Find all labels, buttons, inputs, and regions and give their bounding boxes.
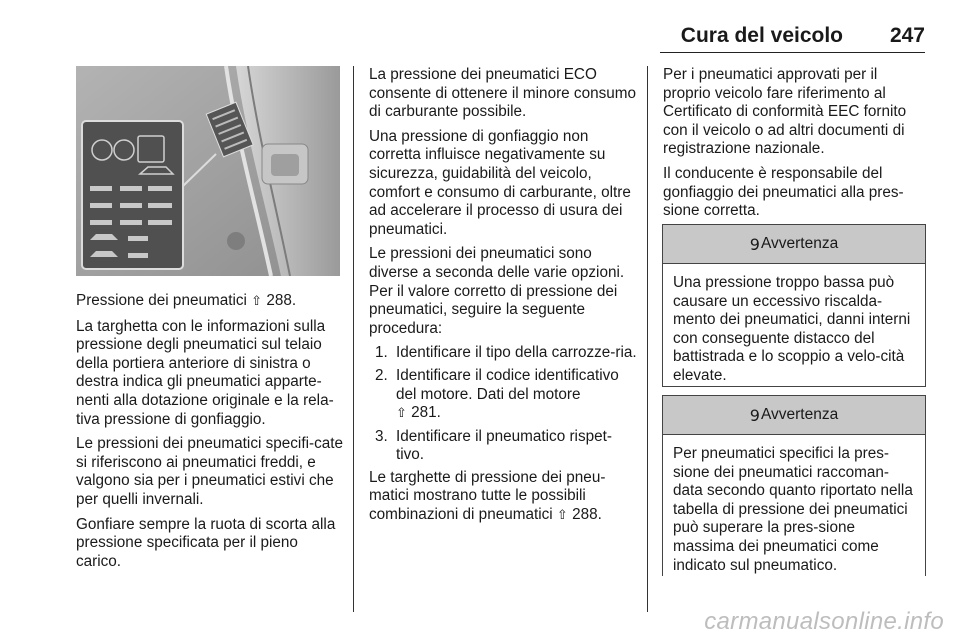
- warning-header: [663, 225, 925, 264]
- warning-text: Per pneumatici specifici la pres-sione dei pneumatici raccoman-data secondo quanto riportato nella tabella di pressione dei pneumatici può superare la pres-sione massima dei pneumatici come indicato sul pneumatico.: [673, 445, 913, 574]
- paragraph: La targhetta con le informazioni sulla pressione degli pneumatici sul telaio della portiera anteriore di sinistra o destra indica gli pneumatici apparte-nenti alla dotazione originale e la rela-tiva pressione di gonfiaggio.: [76, 317, 334, 428]
- page-number: 247: [889, 24, 925, 47]
- paragraph: Gonfiare sempre la ruota di scorta alla pressione specificata per il pieno carico.: [76, 515, 336, 570]
- page-reference: 281.: [411, 404, 441, 422]
- door-pillar-illustration: [76, 66, 340, 276]
- list-item: 3. Identificare il pneumatico rispet-tivo.: [375, 427, 612, 464]
- paragraph: La pressione dei pneumatici ECO consente di ottenere il minore consumo di carburante possibile.: [369, 66, 636, 121]
- cross-reference-icon: ⇧: [556, 508, 568, 524]
- section-title: Cura del veicolo: [680, 24, 843, 47]
- column-divider: [647, 66, 648, 612]
- column-divider: [353, 66, 354, 612]
- left-column: [76, 292, 346, 577]
- middle-column: [369, 66, 637, 532]
- warning-box: [662, 395, 926, 576]
- page-reference: 288.: [266, 292, 297, 309]
- list-item: 2. Identificare il codice identificativo del motore. Dati del motore ⇧ 281.: [375, 366, 619, 422]
- list-item: 1. Identificare il tipo della carrozze-ria.: [375, 344, 637, 362]
- paragraph: Una pressione di gonfiaggio non corretta influisce negativamente su sicurezza, guidabilità del veicolo, comfort e consumo di carburante, oltre ad accelerare il processo di usura dei pneumatici.: [369, 127, 631, 238]
- tire-pressure-label-photo: [76, 66, 340, 276]
- warning-box: [662, 224, 926, 387]
- paragraph: Le pressioni dei pneumatici sono diverse a seconda delle varie opzioni. Per il valore corretto di pressione dei pneumatici, seguire la seguente procedura:: [369, 245, 625, 337]
- paragraph: Il conducente è responsabile del gonfiaggio dei pneumatici alla pres-sione corretta.: [663, 164, 904, 220]
- paragraph: Per i pneumatici approvati per il proprio veicolo fare riferimento al Certificato di conformità EEC fornito con il veicolo o ad altri documenti di registrazione nazionale.: [663, 66, 907, 158]
- procedure-steps: [369, 344, 637, 465]
- page-header: [660, 0, 925, 53]
- cross-reference-icon: ⇧: [251, 294, 263, 309]
- warning-icon: 9: [749, 234, 760, 254]
- warning-title: Avvertenza: [760, 235, 839, 252]
- cross-reference-icon: ⇧: [396, 406, 407, 422]
- warning-text: Una pressione troppo bassa può causare un eccessivo riscalda-mento dei pneumatici, danni interni con conseguente distacco del battistrada e lo scoppio a velo-cità elevate.: [673, 274, 911, 384]
- paragraph: Pressione dei pneumatici ⇧ 288.: [76, 292, 297, 309]
- warning-header: [663, 396, 925, 435]
- warning-title: Avvertenza: [760, 406, 839, 423]
- right-column: [663, 66, 927, 227]
- paragraph: Le pressioni dei pneumatici specifi-cate si riferiscono ai pneumatici freddi, e valgono sia per i pneumatici estivi che per quelli invernali.: [76, 435, 343, 508]
- header-rule: [660, 52, 925, 53]
- page-reference: 288.: [572, 506, 602, 524]
- watermark: carmanualsonline.info: [704, 608, 944, 635]
- warning-icon: 9: [749, 405, 760, 425]
- paragraph: Le targhette di pressione dei pneu-matici mostrano tutte le possibili combinazioni di pneumatici ⇧ 288.: [369, 468, 606, 524]
